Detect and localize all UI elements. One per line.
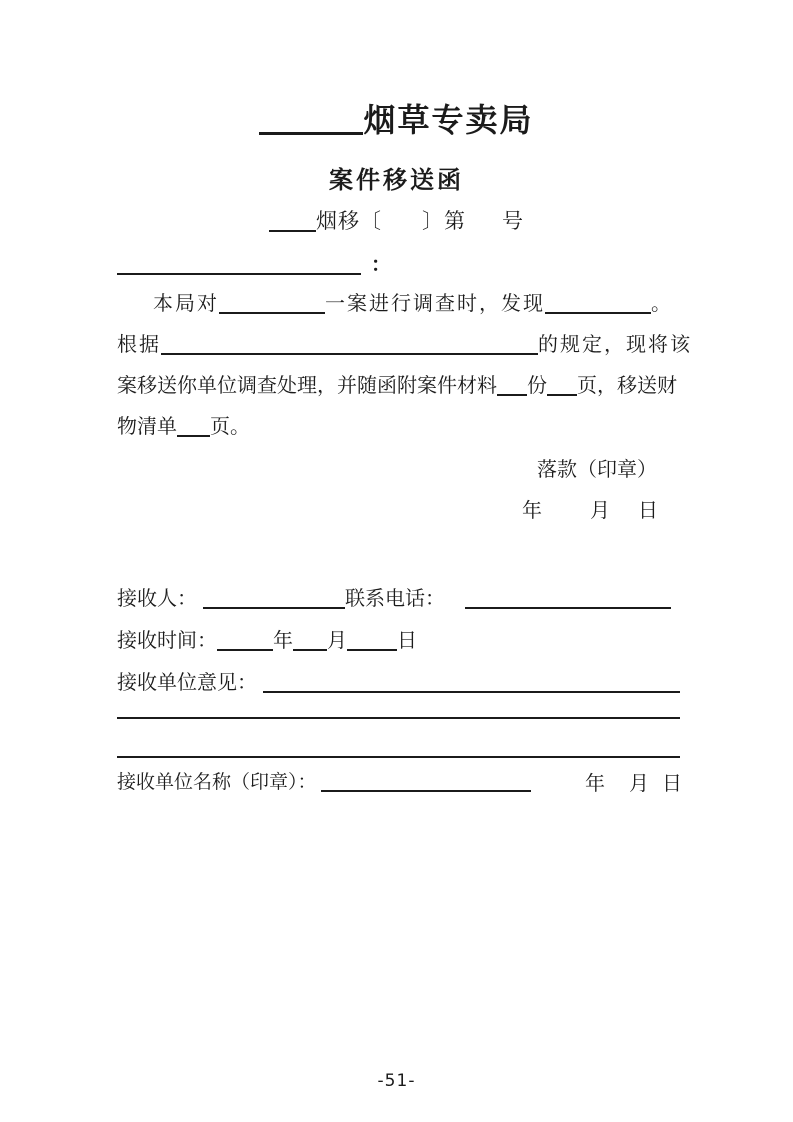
body-text: 根据	[117, 332, 161, 356]
body-text: 案移送你单位调查处理，并随函附案件材料	[117, 373, 497, 397]
blank-field	[117, 273, 361, 275]
blank-field	[321, 790, 531, 792]
bureau-title: 烟草专卖局	[363, 101, 534, 139]
blank-field	[177, 435, 210, 437]
receipt-day-label: 日	[662, 771, 682, 795]
opinion-line	[117, 670, 680, 695]
body-text: 份	[527, 373, 547, 397]
blank-field	[259, 132, 363, 135]
body-line-2	[117, 332, 692, 357]
blank-field	[217, 649, 273, 651]
opinion-label: 接收单位意见：	[117, 670, 257, 694]
doc-number-line	[0, 208, 793, 234]
form-title: 案件移送函	[329, 166, 464, 194]
receiver-line	[117, 586, 671, 611]
time-month-label: 月	[327, 628, 347, 652]
blank-field	[219, 312, 325, 314]
salutation-colon: ：	[371, 252, 391, 276]
unit-name-line	[117, 771, 531, 795]
seal-label-line	[537, 457, 657, 482]
body-text: 物清单	[117, 414, 177, 438]
blank-field	[161, 353, 538, 355]
blank-field	[465, 607, 671, 609]
seal-label: 落款（印章）	[537, 457, 657, 481]
receiver-label: 接收人：	[117, 586, 197, 610]
body-text: 的规定，现将该	[538, 332, 692, 356]
blank-field	[203, 607, 345, 609]
doc-number-mid: 〕第	[422, 209, 466, 233]
opinion-extra-line-2	[117, 756, 680, 758]
bureau-title-line	[0, 100, 793, 140]
blank-field	[263, 691, 680, 693]
time-day-label: 日	[397, 628, 417, 652]
sign-day-label: 日	[638, 498, 658, 522]
receipt-year-label: 年	[585, 771, 605, 795]
body-text: 页，移送财	[577, 373, 677, 397]
page-number-text: -51-	[377, 1071, 416, 1091]
body-text: 本局对	[153, 291, 219, 315]
form-title-line	[0, 165, 793, 195]
receipt-month-label: 月	[629, 771, 649, 795]
blank-field	[347, 649, 397, 651]
blank-field	[293, 649, 327, 651]
page-number	[0, 1071, 793, 1092]
blank-field	[545, 312, 651, 314]
sign-year-label: 年	[522, 498, 542, 522]
blank-field	[497, 394, 527, 396]
time-year-label: 年	[273, 628, 293, 652]
body-line-3	[117, 373, 677, 398]
doc-number-prefix: 烟移〔	[316, 209, 382, 233]
body-text: 。	[651, 291, 673, 315]
doc-number-suffix: 号	[502, 209, 524, 233]
receive-time-label: 接收时间：	[117, 628, 217, 652]
salutation-line	[117, 252, 391, 277]
blank-field	[269, 230, 316, 232]
receive-time-line	[117, 628, 417, 653]
body-text: 页。	[210, 414, 250, 438]
body-line-1	[117, 291, 673, 316]
sign-month-label: 月	[590, 498, 610, 522]
body-text: 一案进行调查时，发现	[325, 291, 545, 315]
phone-label: 联系电话：	[345, 586, 445, 610]
body-line-4	[117, 414, 250, 439]
blank-field	[547, 394, 577, 396]
unit-name-label: 接收单位名称（印章）：	[117, 771, 317, 793]
opinion-extra-line-1	[117, 717, 680, 719]
